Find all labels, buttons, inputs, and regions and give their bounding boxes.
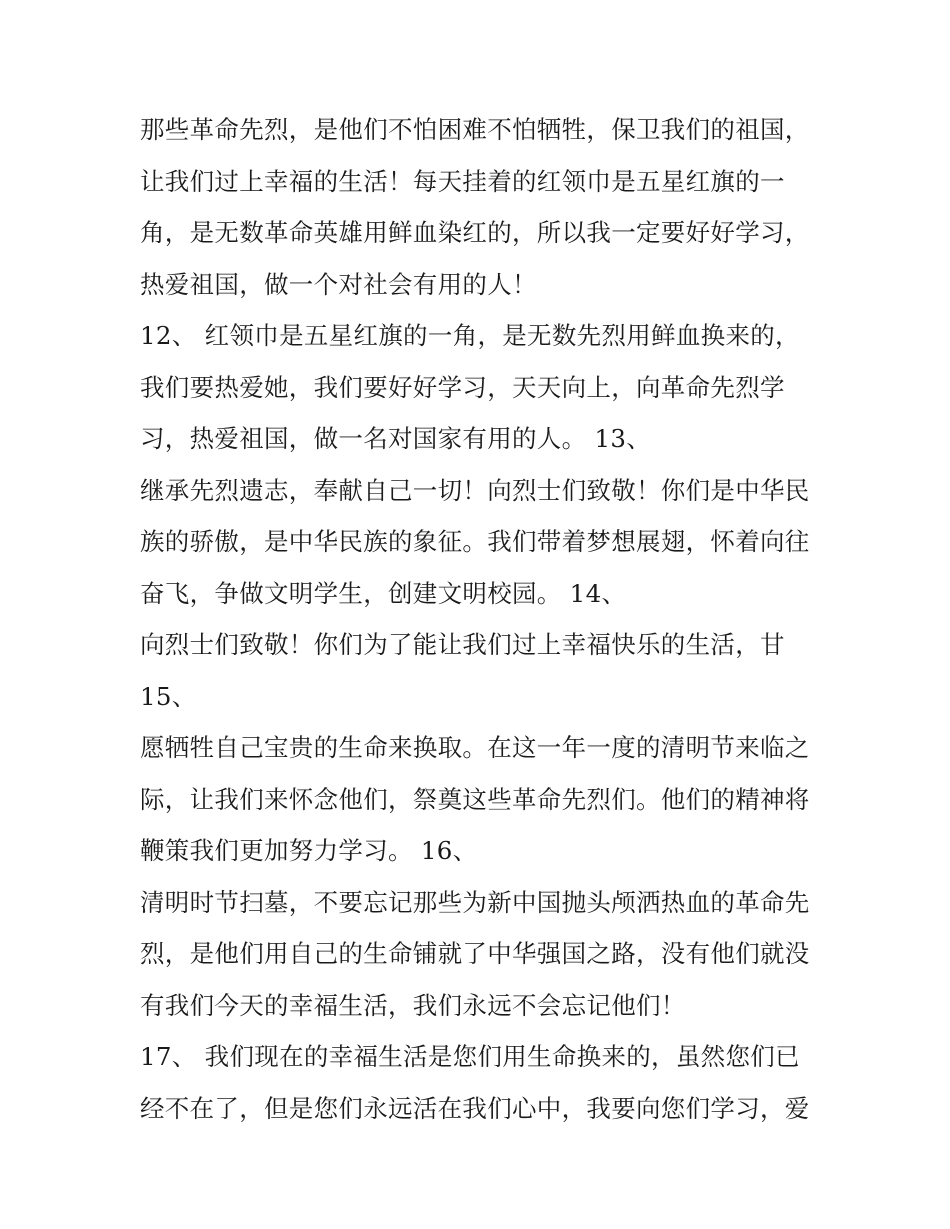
text-line: 继承先烈遗志，奉献自己一切！向烈士们致敬！你们是中华民: [140, 475, 810, 505]
text-line: 鞭策我们更加努力学习。 16、: [140, 836, 478, 865]
text-line: 愿牺牲自己宝贵的生命来换取。在这一年一度的清明节来临之: [140, 733, 810, 762]
text-line: 习，热爱祖国，做一名对国家有用的人。 13、: [140, 424, 652, 453]
text-line: 有我们今天的幸福生活，我们永远不会忘记他们！: [140, 990, 686, 1020]
text-line: 我们要热爱她，我们要好好学习，天天向上，向革命先烈学: [140, 372, 785, 402]
text-line: 15、: [140, 681, 197, 711]
text-line: 际，让我们来怀念他们，祭奠这些革命先烈们。他们的精神将: [140, 784, 810, 814]
text-line: 奋飞，争做文明学生，创建文明校园。 14、: [140, 578, 627, 608]
text-line: 清明时节扫墓，不要忘记那些为新中国抛头颅洒热血的革命先: [140, 887, 810, 917]
text-line: 热爱祖国，做一个对社会有用的人！: [140, 269, 537, 299]
text-line: 12、 红领巾是五星红旗的一角，是无数先烈用鲜血换来的，: [140, 321, 800, 350]
text-line: 17、 我们现在的幸福生活是您们用生命换来的，虽然您们已: [140, 1042, 800, 1071]
body-text: [140, 104, 830, 1134]
text-line: 让我们过上幸福的生活！每天挂着的红领巾是五星红旗的一: [140, 166, 785, 196]
text-line: 那些革命先烈，是他们不怕困难不怕牺牲，保卫我们的祖国，: [140, 115, 810, 144]
text-line: 烈，是他们用自己的生命铺就了中华强国之路，没有他们就没: [140, 939, 810, 968]
text-line: 向烈士们致敬！你们为了能让我们过上幸福快乐的生活，甘: [140, 630, 785, 659]
text-line: 族的骄傲，是中华民族的象征。我们带着梦想展翅，怀着向往: [140, 527, 810, 556]
text-line: 角，是无数革命英雄用鲜血染红的，所以我一定要好好学习，: [140, 218, 810, 247]
text-line: 经不在了，但是您们永远活在我们心中，我要向您们学习，爱: [140, 1093, 810, 1123]
